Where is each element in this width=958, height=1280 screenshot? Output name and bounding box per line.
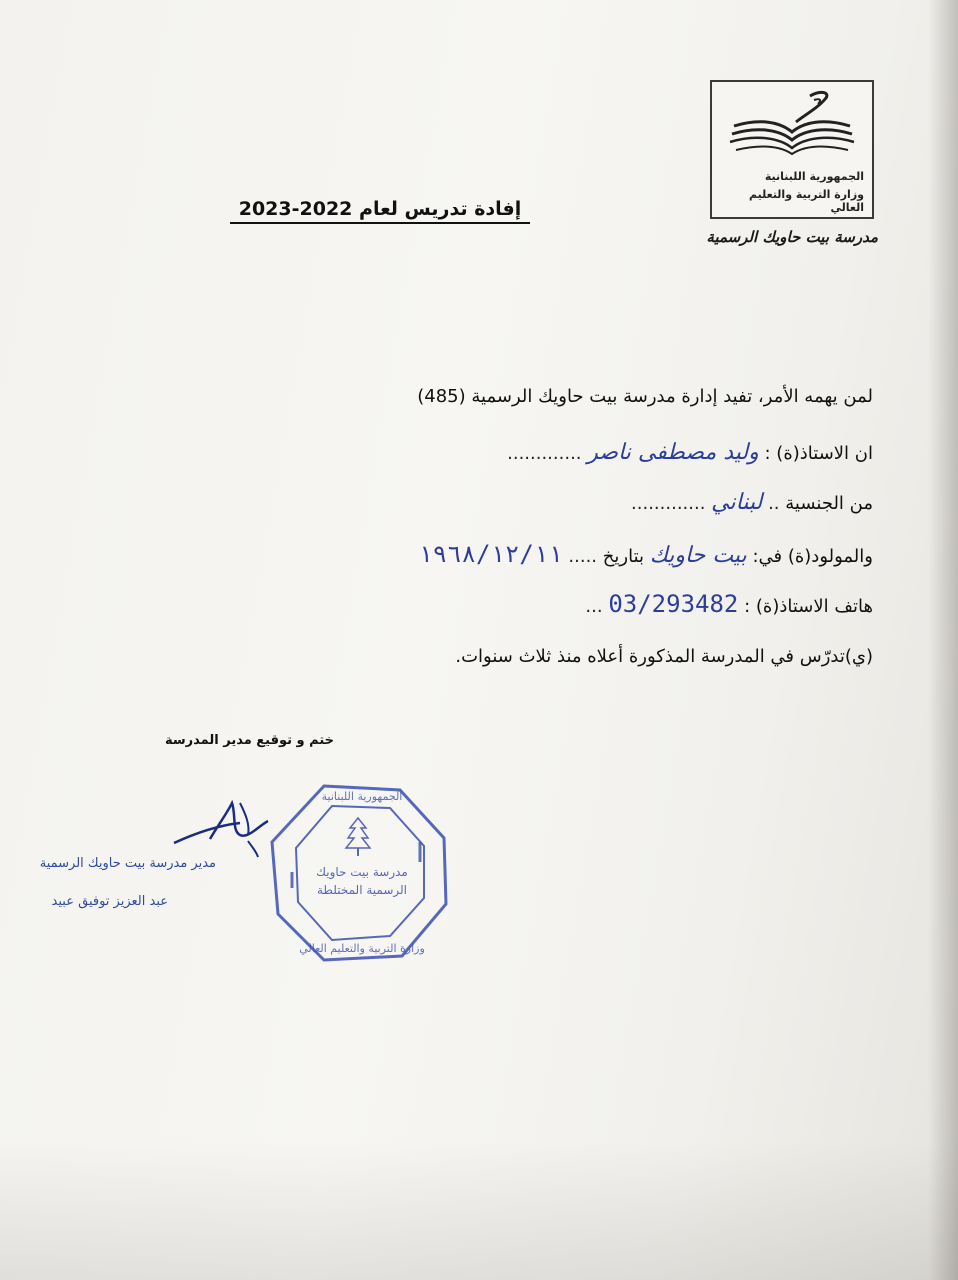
page-bottom-shadow xyxy=(0,1140,958,1280)
ministry-logo xyxy=(710,80,874,219)
logo-republic-text: الجمهورية اللبنانية xyxy=(764,170,864,183)
svg-text:الرسمية المختلطة: الرسمية المختلطة xyxy=(316,883,408,897)
nationality-line xyxy=(631,490,873,515)
intro-line: لمن يهمه الأمر، تفيد إدارة مدرسة بيت حاويك الرسمية (485) xyxy=(417,386,873,407)
school-name: مدرسة بيت حاويك الرسمية xyxy=(706,228,878,246)
birthplace-handwritten: بيت حاويك xyxy=(649,543,747,568)
dotted-fill: ... xyxy=(585,596,603,617)
dotted-fill: .. xyxy=(768,493,780,514)
teacher-label: ان الاستاذ(ة) : xyxy=(764,443,873,464)
signature-label: ختم و توقيع مدير المدرسة xyxy=(165,733,335,748)
svg-text:الجمهورية اللبنانية: الجمهورية اللبنانية xyxy=(321,790,403,803)
teaching-duration-line: (ي)تدرّس في المدرسة المذكورة أعلاه منذ ثلاث سنوات. xyxy=(455,646,873,667)
teacher-line xyxy=(507,440,873,465)
cedar-tree-icon xyxy=(346,818,370,856)
svg-text:وزارة التربية والتعليم العالي: وزارة التربية والتعليم العالي xyxy=(299,942,425,955)
nationality-handwritten: لبناني xyxy=(711,490,763,515)
date-label: بتاريخ xyxy=(602,546,645,567)
official-school-seal xyxy=(262,780,454,965)
phone-handwritten: 03/293482 xyxy=(608,590,739,618)
phone-label: هاتف الاستاذ(ة) : xyxy=(744,596,873,617)
birth-date-handwritten: ١٩٦٨/١٢/١١ xyxy=(418,540,563,568)
principal-title-stamp: مدير مدرسة بيت حاويك الرسمية xyxy=(39,856,216,871)
principal-name-stamp: عبد العزيز توفيق عبيد xyxy=(51,894,168,909)
open-book-emblem-icon xyxy=(722,88,862,166)
dotted-fill: ............. xyxy=(507,443,582,464)
nationality-label: من الجنسية xyxy=(785,493,873,514)
document-title: إفادة تدريس لعام 2022-2023 xyxy=(230,198,530,224)
birth-line xyxy=(418,540,873,568)
dotted-fill: ............. xyxy=(631,493,706,514)
page-edge-shadow xyxy=(928,0,958,1280)
logo-ministry-text: وزارة التربية والتعليم العالي xyxy=(749,188,864,214)
phone-line xyxy=(585,590,873,618)
svg-text:مدرسة بيت حاويك: مدرسة بيت حاويك xyxy=(316,865,408,879)
teacher-name-handwritten: وليد مصطفى ناصر xyxy=(587,440,759,465)
born-label: والمولود(ة) في: xyxy=(752,546,873,567)
dotted-fill: ..... xyxy=(568,546,598,567)
